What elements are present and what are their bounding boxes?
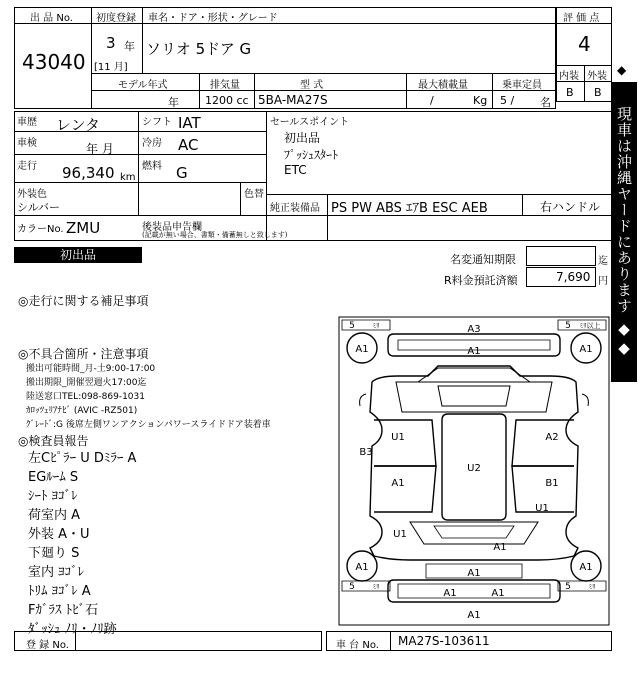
equipment: PS PW ABS ｴｱB ESC AEB [331,201,488,216]
score-label: 評 価 点 [563,13,600,24]
tyre-label: 5 [565,582,571,592]
color-change-label: 色替 [244,189,264,200]
damage-mark: B1 [545,478,559,489]
car-name: ソリオ 5ドア G [146,40,252,58]
sales-point-3: ETC [284,163,307,177]
recycle-label: R料金預託済額 [444,274,518,287]
capacity-unit: 名 [540,96,551,109]
sales-point-2: ﾌﾟｯｼｭｽﾀｰﾄ [284,148,339,162]
displacement: 1200 cc [205,94,249,107]
defect-line: ｸﾞﾚｰﾄﾞ:G 後席左側ワンアクションパワースライドドア装着車 [26,420,271,430]
inspector-line: ｼｰﾄ ﾖｺﾞﾚ [28,489,78,504]
sales-point-1: 初出品 [284,131,321,145]
type: 5BA-MA27S [258,93,328,107]
defects-heading: ◎不具合箇所・注意事項 [18,347,149,361]
mileage: 96,340 [62,164,115,182]
defect-line: 陸送窓口TEL:098-869-1031 [26,392,145,402]
defect-line: 搬出可能時間_月-土9:00-17:00 [26,364,156,374]
damage-mark: A1 [579,562,593,573]
exterior-label: 外装 [587,71,607,82]
damage-mark: U1 [391,432,405,443]
tyre-unit: ﾐﾘ [372,583,380,591]
inspector-line: Fｶﾞﾗｽ ﾄﾋﾞ石 [28,603,99,618]
tyre-unit: ﾐﾘ [588,583,596,591]
fuel-label: 燃料 [142,161,162,172]
damage-mark: A1 [467,568,481,579]
model-year-label: モデル年式 [118,80,168,91]
history: レンタ [56,116,101,134]
history-label: 車歴 [17,117,37,128]
max-load-label: 最大積載量 [418,80,468,91]
ac: AC [178,136,199,154]
notes-section [18,292,271,639]
damage-mark: A1 [391,478,405,489]
name-change-box [526,246,596,266]
name-change-label: 名変通知期限 [450,253,516,266]
color-no-label: カラーNo. [17,224,64,235]
shift: IAT [178,114,201,132]
post-install-note: (記載が無い場合、書類・備蓄無しと致します) [142,231,288,239]
inspector-line: 室内 ﾖｺﾞﾚ [28,565,85,580]
inspector-line: 左Cﾋﾟﾗｰ U Dﾐﾗｰ A [28,451,137,466]
displacement-label: 排気量 [210,80,240,91]
damage-mark: A1 [491,588,505,599]
damage-mark: A2 [545,432,559,443]
capacity: 5 / [500,94,515,107]
damage-mark: A1 [355,344,369,355]
defect-line: 搬出期限_開催翌週火17:00迄 [26,378,147,388]
score: 4 [578,32,591,56]
inspection-label: 車検 [17,138,37,149]
damage-mark: U1 [393,529,407,540]
damage-mark: A1 [355,562,369,573]
damage-mark: A1 [579,344,593,355]
damage-mark: B3 [359,447,373,458]
damage-mark: U2 [467,463,481,474]
first-reg-month: [11 月] [94,62,128,73]
recycle-unit: 円 [598,276,608,287]
fuel: G [176,164,188,182]
max-load: / [430,94,434,107]
exterior-score: B [594,86,602,99]
location-notice: 現車は沖縄ヤードにあります ◆◆ [611,82,637,382]
type-label: 型 式 [300,80,324,91]
post-install-label: 後装品申告欄 [142,222,202,233]
color-no: ZMU [66,219,101,237]
recycle: 7,690 [556,270,591,284]
damage-mark: A1 [467,610,481,621]
damage-mark: A1 [443,588,457,599]
damage-mark: U1 [535,503,549,514]
damage-mark: A1 [493,542,507,553]
max-load-unit: Kg [473,94,488,107]
car-damage-diagram [338,316,610,626]
ac-label: 冷房 [142,138,162,149]
tyre-unit: ﾐﾘ以上 [579,322,601,330]
tyre-label: 5 [349,582,355,592]
mileage-label: 走行 [17,161,37,172]
inspector-line: 下廻り S [28,546,80,561]
steering: 右ハンドル [540,200,601,214]
mileage-unit: km [120,172,136,183]
year-unit: 年 [124,40,135,53]
ext-color-label: 外装色 [17,189,47,200]
inspector-line: ﾄﾘﾑ ﾖｺﾞﾚ A [28,584,91,599]
model-year-unit: 年 [168,96,179,109]
inspector-line: ﾀﾞｯｼｭ ﾉﾘ・ﾉﾘ跡 [28,622,117,637]
car-name-label: 車名・ドア・形状・グレード [148,13,278,24]
capacity-label: 乗車定員 [502,80,542,91]
lot-no: 43040 [22,50,86,74]
driving-heading: ◎走行に関する補足事項 [18,294,149,308]
chassis-label: 車 台 No. [336,640,379,651]
interior-score: B [566,86,574,99]
damage-mark: A3 [467,324,481,335]
ext-color: シルバー [17,201,60,214]
inspector-line: EGﾙｰﾑ S [28,470,79,485]
first-reg-label: 初度登録 [96,13,136,24]
first-reg-year: 3 [106,34,116,52]
shift-label: シフト [142,117,172,128]
defect-line: ｶﾛｯﾂｪﾘｱﾅﾋﾞ (AVIC -RZ501) [26,406,138,416]
chassis-no: MA27S-103611 [398,634,490,648]
lot-no-label: 出 品 No. [30,13,73,24]
inspector-heading: ◎検査員報告 [18,434,89,448]
damage-mark: A1 [467,346,481,357]
sales-point-label: セールスポイント [270,117,350,128]
equipment-label: 純正装備品 [270,203,320,214]
tyre-label: 5 [565,321,571,331]
tyre-unit: ﾐﾘ [372,322,380,330]
inspector-line: 外装 A・U [28,527,90,542]
diamond-top: ◆ [617,63,627,77]
first-listing-banner: 初出品 [14,247,142,263]
inspection: 年 月 [86,142,114,156]
name-change-unit: 迄 [598,256,608,267]
reg-no-label: 登 録 No. [26,640,69,651]
inspector-line: 荷室内 A [28,508,81,523]
interior-label: 内装 [559,71,579,82]
tyre-label: 5 [349,321,355,331]
